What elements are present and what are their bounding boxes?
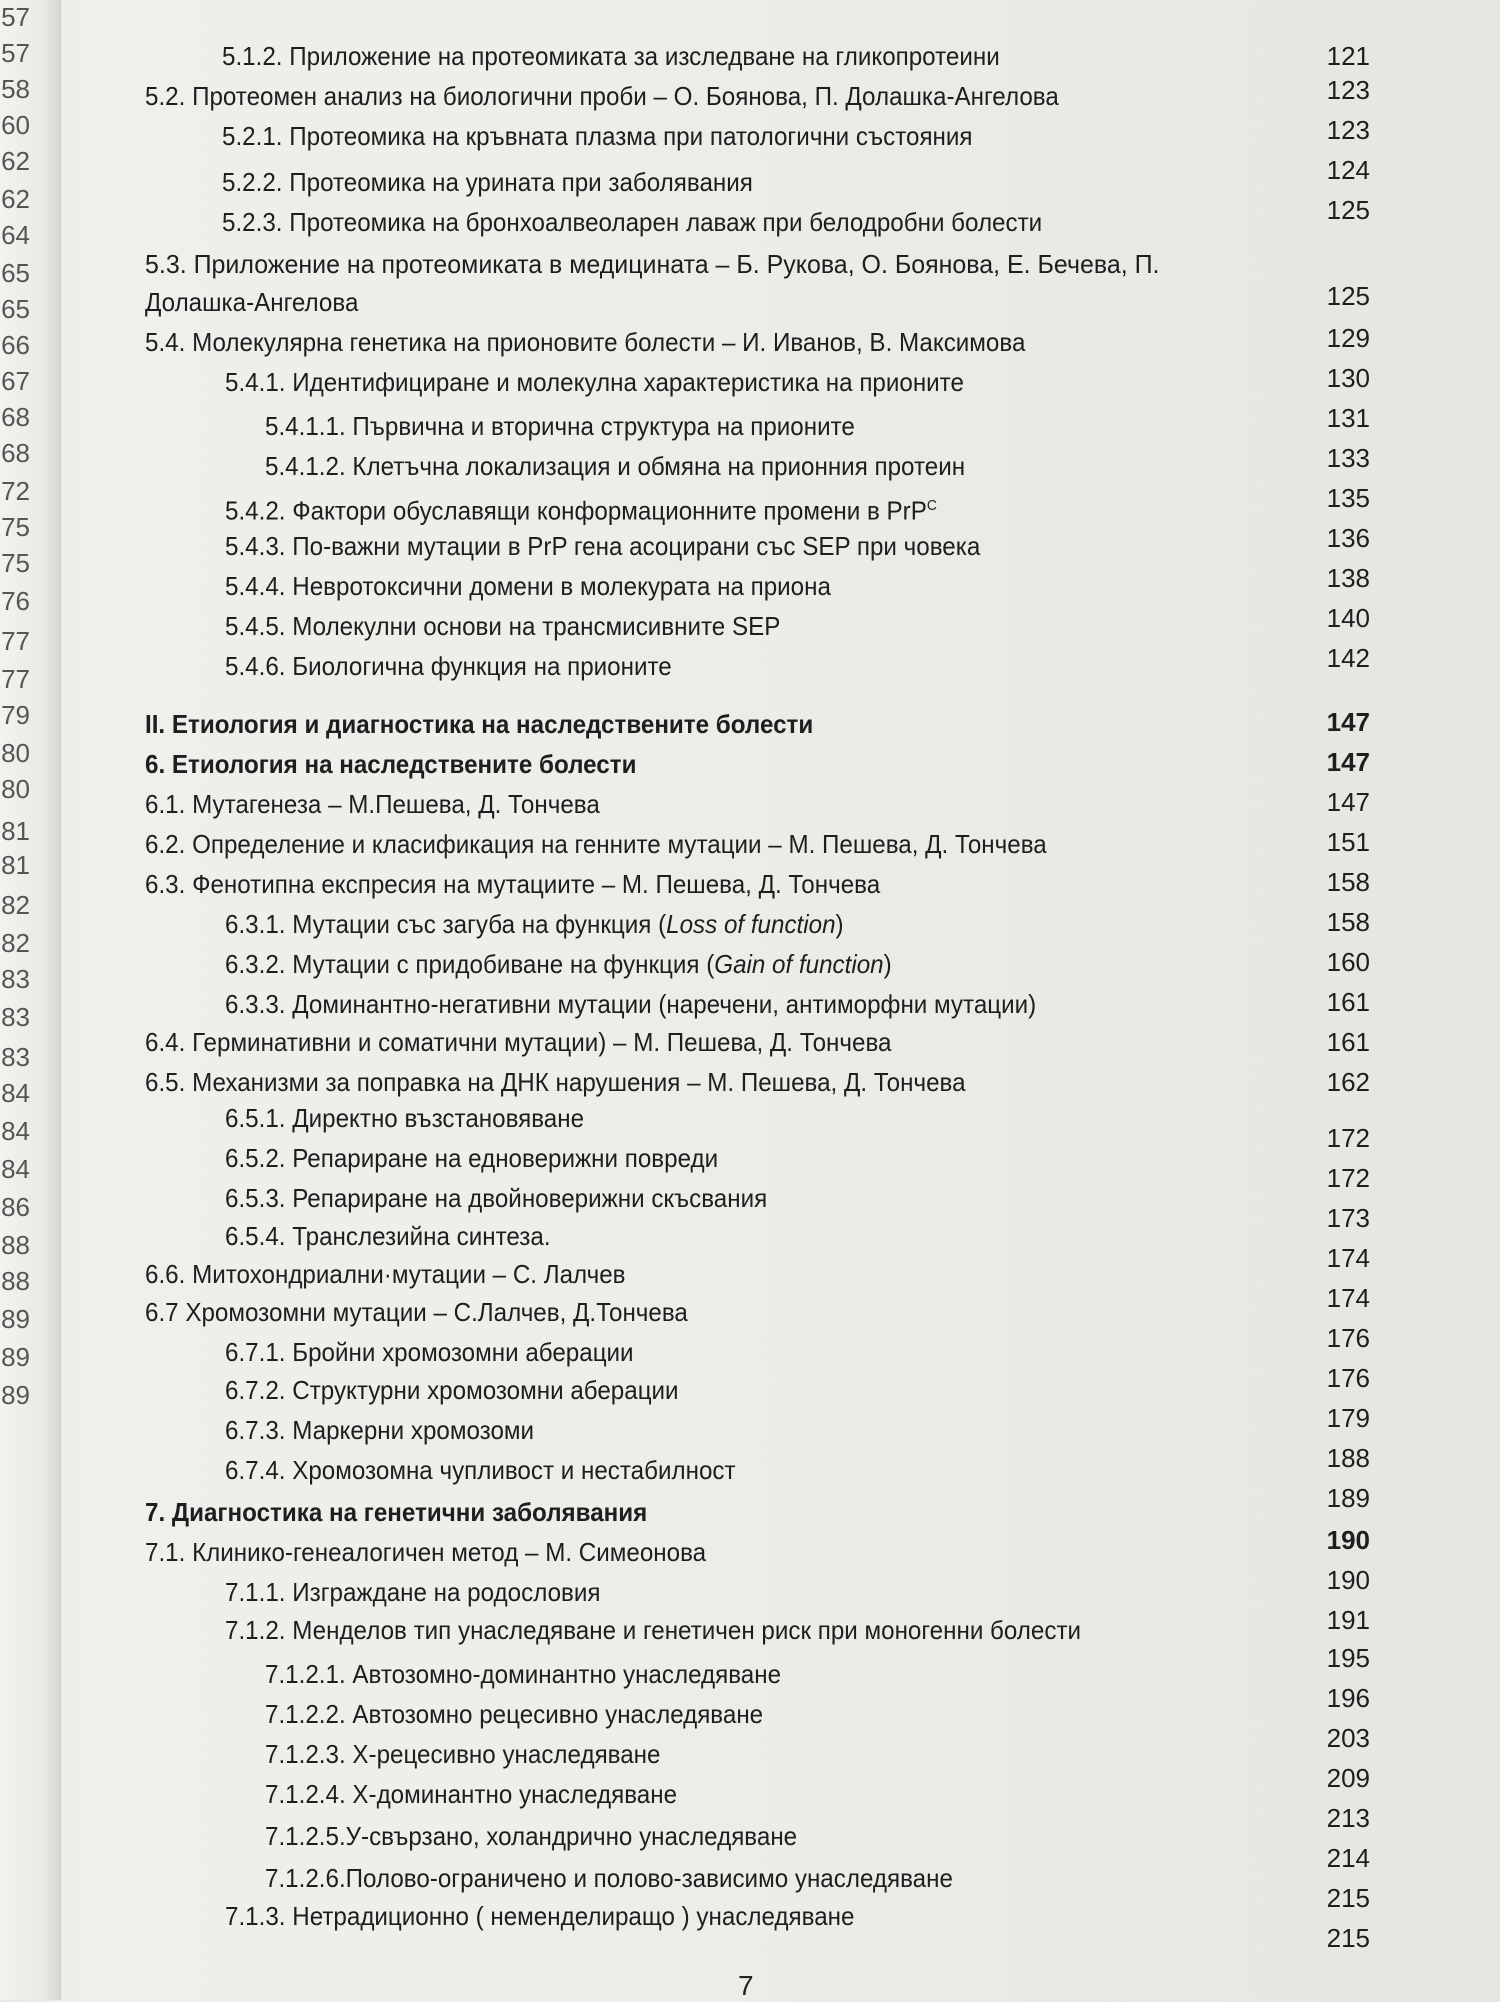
toc-page: 189 [1326,1483,1370,1513]
toc-title: Мутагенеза – М.Пешева, Д. Тончева [192,789,600,819]
toc-number: 6.2. [145,829,186,859]
toc-title: Митохондриални·мутации – С. Лалчев [192,1259,626,1289]
toc-page: 203 [1326,1723,1370,1753]
facing-page-number: 66 [1,330,30,360]
toc-title: Х-доминантно унаследяване [352,1779,678,1809]
toc-superscript: C [926,497,937,514]
toc-entry [0,403,1500,450]
toc-page: 121 [1326,41,1370,71]
toc-page: 179 [1326,1403,1370,1433]
toc-title: Мутации с придобиване на функция ( [292,949,715,979]
toc-title: Протеомика на кръвната плазма при патологични състояния [289,121,973,151]
toc-title-continuation: Долашка-Ангелова [145,287,359,317]
toc-number: 6.6. [145,1259,186,1289]
facing-page-number: 60 [1,110,30,140]
toc-entry [0,1614,1500,1673]
toc-page: 172 [1326,1123,1370,1153]
toc-entry [0,603,1500,650]
toc-title: Приложение на протеомиката в медицината – Б. Рукова, О. Боянова, Е. Бечева, П. [193,249,1160,279]
toc-title: Етиология и диагностика на наследствените болести [171,709,814,739]
toc-number: 7. [145,1497,166,1527]
toc-page: 125 [1326,195,1370,225]
toc-title: Маркерни хромозоми [292,1415,535,1445]
facing-page-number: 67 [1,366,30,396]
toc-number: 5.4.1.1. [265,411,346,441]
toc-title: Биологична функция на прионите [292,651,672,681]
toc-entry: 6.3.2. Мутации с придобиване на функция (Gain of function) 160 [225,947,1370,979]
toc-number: 7.1.2.4. [265,1779,346,1809]
toc-number: 6.7.4. [225,1455,286,1485]
toc-number: 6.7 [145,1297,179,1327]
facing-page-number: 77 [1,664,30,694]
toc-title: Мутации със загуба на функция ( [292,909,667,939]
toc-number: 6.5.1. [225,1103,286,1133]
facing-page-number: 68 [1,402,30,432]
toc-page: 162 [1326,1067,1370,1097]
facing-page-number: 75 [1,512,30,542]
toc-title: Доминантно-негативни мутации (наречени, антиморфни мутации) [292,989,1037,1019]
toc-title: Приложение на протеомиката за изследване на гликопротеини [289,41,1000,71]
toc-entry-part [0,708,1500,748]
toc-page: 123 [1326,75,1370,105]
toc-number: 7.1. [145,1537,186,1567]
toc-page: 196 [1326,1683,1370,1713]
facing-page-number: 57 [1,38,30,68]
toc-number: 5.4.4. [225,571,286,601]
toc-number: 6.4. [145,1027,186,1057]
toc-entry [0,323,1500,366]
toc-number: 6.1. [145,789,186,819]
toc-number: 6.7.2. [225,1375,286,1405]
toc-page: 172 [1326,1163,1370,1193]
toc-entry: 6.3.1. Мутации със загуба на функция (Loss of function) 158 [225,907,1370,939]
facing-page-number: 64 [1,220,30,250]
toc-entry [0,1102,1500,1153]
toc-page: 147 [1326,787,1370,817]
toc-number: 5.3. [145,249,187,279]
toc-title: Етиология на наследствените болести [171,749,637,779]
toc-title: Протеомика на урината при заболявания [289,167,753,197]
facing-page-number: 81 [1,816,30,846]
toc-title: Нетрадиционно ( неменделиращо ) унаследяване [292,1901,855,1931]
facing-page-number: 68 [1,438,30,468]
toc-entry [0,1778,1500,1833]
toc-page: 140 [1326,603,1370,633]
toc-number: 7.1.1. [225,1577,286,1607]
facing-page-number: 89 [1,1304,30,1334]
toc-page: 190 [1326,1565,1370,1595]
toc-page: 209 [1326,1763,1370,1793]
facing-page-number: 88 [1,1266,30,1296]
toc-page: 215 [1326,1883,1370,1913]
facing-page-number: 80 [1,738,30,768]
toc-number: 5.2.1. [222,121,283,151]
toc-page: 129 [1326,323,1370,353]
facing-page-number: 83 [1,1002,30,1032]
toc-page: 174 [1326,1243,1370,1273]
toc-number: 6.7.3. [225,1415,286,1445]
toc-entry [0,1900,1500,1953]
toc-title: Протеомен анализ на биологични проби – О. Боянова, П. Долашка-Ангелова [192,81,1059,111]
toc-entry [0,1220,1500,1273]
toc-number: II. [145,709,166,739]
toc-page: 136 [1326,523,1370,553]
toc-entry [0,75,1500,120]
toc-number: 5.4. [145,327,186,357]
facing-page-number: 65 [1,258,30,288]
toc-entry [0,828,1500,868]
facing-page-number: 65 [1,294,30,324]
toc-title: Диагностика на генетични заболявания [171,1497,648,1527]
toc-number: 6. [145,749,166,779]
toc-number: 7.1.2.3. [265,1739,346,1769]
toc-title: Директно възстановяване [292,1103,585,1133]
toc-entry-chapter [0,748,1500,788]
toc-page: 214 [1326,1843,1370,1873]
toc-title: Невротоксични домени в молекурата на приона [292,571,831,601]
toc-page: 130 [1326,363,1370,393]
toc-title: Протеомика на бронхоалвеоларен лаваж при белодробни болести [289,207,1043,237]
toc-title: Репариране на двойноверижни скъсвания [292,1183,768,1213]
toc-page: 213 [1326,1803,1370,1833]
facing-page-number: 84 [1,1116,30,1146]
toc-entry [0,1862,1500,1913]
toc-title: Клинико-генеалогичен метод – М. Симеонова [192,1537,707,1567]
toc-title: Молекулни основи на трансмисивните SEP [292,611,781,641]
toc-page: 176 [1326,1323,1370,1353]
facing-page-number: 81 [1,850,30,880]
facing-page-number: 75 [1,548,30,578]
toc-page: 173 [1326,1203,1370,1233]
facing-page-number: 80 [1,774,30,804]
facing-page-number: 89 [1,1380,30,1410]
toc-title: Определение и класификация на генните мутации – М. Пешева, Д. Тончева [192,829,1047,859]
toc-entry [0,868,1500,908]
toc-number: 7.1.2.1. [265,1659,346,1689]
toc-number: 5.2. [145,81,186,111]
toc-page: 190 [1326,1525,1370,1555]
toc-title: По-важни мутации в PrP гена асоцирани със SEP при човека [292,531,981,561]
toc-title: Първична и вторична структура на прионите [352,411,855,441]
toc-title: Репариране на едноверижни повреди [292,1143,719,1173]
toc-title: Клетъчна локализация и обмяна на прионния протеин [352,451,966,481]
toc-number: 5.4.2. [225,495,286,526]
toc-page: 125 [1326,281,1370,311]
toc-number: 5.2.2. [222,167,283,197]
toc-number: 6.5.4. [225,1221,286,1251]
toc-entry [0,483,1500,530]
toc-title: Механизми за поправка на ДНК нарушения – М. Пешева, Д. Тончева [192,1067,966,1097]
toc-page: 135 [1326,483,1370,513]
toc-page: 188 [1326,1443,1370,1473]
toc-entry [0,1658,1500,1713]
toc-title: Автозомно-доминантно унаследяване [352,1659,782,1689]
facing-page-number: 82 [1,928,30,958]
facing-page-number: 72 [1,476,30,506]
toc-page: 133 [1326,443,1370,473]
toc-title: Герминативни и соматични мутации) – М. Пешева, Д. Тончева [192,1027,892,1057]
toc-page: 176 [1326,1363,1370,1393]
facing-page-number: 89 [1,1342,30,1372]
toc-number: 5.4.1.2. [265,451,346,481]
toc-page: 138 [1326,563,1370,593]
facing-page-number: 79 [1,700,30,730]
toc-entry [0,1066,1500,1106]
facing-page-number: 82 [1,890,30,920]
toc-entry [0,1142,1500,1193]
toc-page: 160 [1326,947,1370,977]
toc-number: 7.1.2.5. [265,1821,346,1851]
toc-page: 147 [1326,747,1370,777]
toc-number: 6.5.2. [225,1143,286,1173]
toc-number: 7.1.3. [225,1901,286,1931]
toc-number: 5.4.6. [225,651,286,681]
toc-page: 147 [1326,707,1370,737]
toc-entry [0,643,1500,694]
toc-italic: Gain of function [714,949,884,979]
facing-page-number: 76 [1,586,30,616]
facing-page-number: 77 [1,626,30,656]
toc-title: Идентифициране и молекулна характеристика на прионите [292,367,964,397]
toc-page: 191 [1326,1605,1370,1635]
toc-number: 5.4.1. [225,367,286,397]
page-number: 7 [738,1970,754,2001]
toc-number: 5.4.3. [225,531,286,561]
toc-entry [0,987,1500,1032]
toc-title: Изграждане на родословия [292,1577,601,1607]
toc-page: 161 [1326,1027,1370,1057]
toc-title: Транслезийна синтеза. [292,1221,551,1251]
toc-page: 195 [1326,1643,1370,1673]
toc-number: 7.1.2.6. [265,1863,346,1893]
facing-page-number: 88 [1,1230,30,1260]
toc-title: Х-рецесивно унаследяване [352,1739,661,1769]
toc-title: Менделов тип унаследяване и генетичен риск при моногенни болести [292,1615,1082,1645]
toc-entry [0,1698,1500,1753]
toc-title: Хромозомни мутации – С.Лалчев, Д.Тончева [185,1297,688,1327]
toc-entry [0,1738,1500,1793]
toc-italic: Loss of function [666,909,836,939]
toc-entry [0,1026,1500,1066]
toc-page: 158 [1326,907,1370,937]
facing-page-number: 62 [1,146,30,176]
toc-number: 6.3.3. [225,989,286,1019]
toc-entry [0,1182,1500,1233]
facing-page-number: 58 [1,74,30,104]
toc-page: 131 [1326,403,1370,433]
toc-page: 215 [1326,1923,1370,1953]
toc-title: Молекулярна генетика на прионовите болести – И. Иванов, В. Максимова [192,327,1026,357]
toc-entry [0,115,1500,160]
facing-page-number: 62 [1,184,30,214]
facing-page-number: 83 [1,1042,30,1072]
toc-page: 161 [1326,987,1370,1017]
toc-entry [0,788,1500,828]
toc-entry [0,40,1500,80]
toc-entry [0,443,1500,490]
toc-number: 5.4.5. [225,611,286,641]
toc-title: Хромозомна чупливост и нестабилност [292,1455,736,1485]
toc-entry [0,1820,1500,1873]
facing-page-number: 86 [1,1192,30,1222]
toc-number: 7.1.2. [225,1615,286,1645]
toc-title: Структурни хромозомни аберации [292,1375,679,1405]
toc-number: 6.5.3. [225,1183,286,1213]
facing-page-number: 83 [1,964,30,994]
toc-page: 124 [1326,155,1370,185]
toc-title: Бройни хромозомни аберации [292,1337,634,1367]
toc-number: 6.7.1. [225,1337,286,1367]
toc-page: 142 [1326,643,1370,673]
toc-title: Фенотипна експресия на мутациите – М. Пешева, Д. Тончева [192,869,881,899]
toc-title: Автозомно рецесивно унаследяване [352,1699,764,1729]
toc-number: 5.2.3. [222,207,283,237]
toc-page: 151 [1326,827,1370,857]
facing-page-number: 84 [1,1078,30,1108]
toc-page: 174 [1326,1283,1370,1313]
toc-number: 7.1.2.2. [265,1699,346,1729]
toc-number: 6.5. [145,1067,186,1097]
toc-title: Полово-ограничено и полово-зависимо унаследяване [345,1863,953,1893]
toc-title: У-свързано, холандрично унаследяване [345,1821,798,1851]
facing-page-number: 57 [1,2,30,32]
facing-page-number: 84 [1,1154,30,1184]
toc-number: 5.1.2. [222,41,283,71]
toc-page: 158 [1326,867,1370,897]
toc-page: 123 [1326,115,1370,145]
toc-entry [0,363,1500,406]
toc-number: 6.3.2. [225,949,286,979]
toc-title: Фактори обуславящи конформационните промени в PrP [292,495,927,526]
toc-number: 6.3.1. [225,909,286,939]
toc-number: 6.3. [145,869,186,899]
